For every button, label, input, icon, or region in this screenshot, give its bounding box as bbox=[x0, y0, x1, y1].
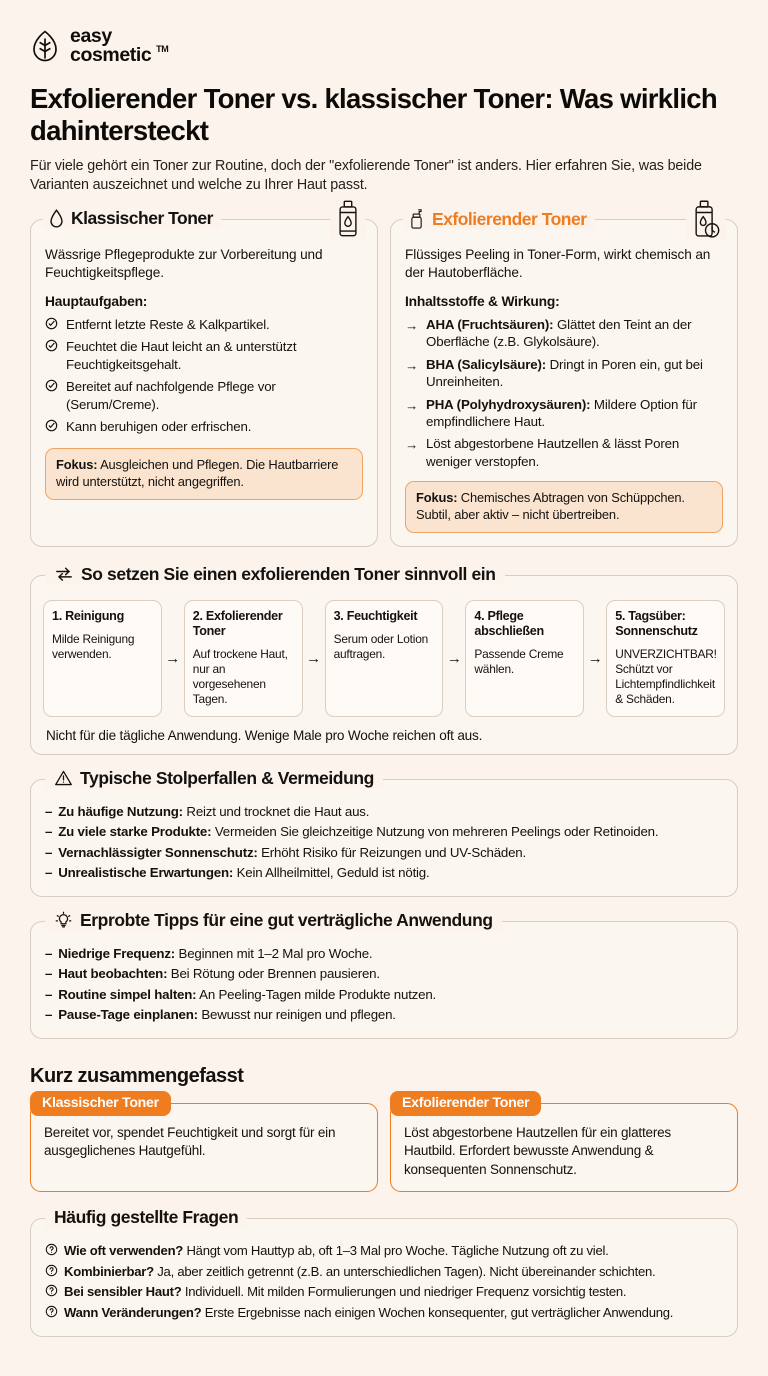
faq-question: Wann Veränderungen? bbox=[64, 1304, 202, 1320]
step-title: 1. Reinigung bbox=[52, 608, 124, 623]
question-circle-icon bbox=[45, 1263, 58, 1277]
list-item bbox=[405, 396, 723, 431]
tips-section-title bbox=[45, 910, 502, 931]
classic-toner-lead: Wässrige Pflegeprodukte zur Vorbereitung und Feuchtigkeitspflege. bbox=[45, 247, 323, 280]
routine-steps bbox=[43, 600, 725, 717]
tips-list bbox=[45, 945, 723, 1025]
step-desc: Auf trockene Haut, nur an vorgesehenen Tagen. bbox=[192, 646, 288, 706]
status-badge: Exfolierender Toner bbox=[390, 1091, 541, 1116]
list-item bbox=[45, 965, 723, 984]
list-item-text: Kann beruhigen oder erfrischen. bbox=[66, 419, 252, 435]
list-item bbox=[45, 418, 363, 435]
water-drop-icon bbox=[49, 208, 64, 229]
page-title: Exfolierender Toner vs. klassischer Toner: Was wirklich dahintersteckt bbox=[30, 83, 717, 146]
warning-triangle-icon bbox=[54, 769, 73, 787]
faq-question: Kombinierbar? bbox=[64, 1263, 154, 1279]
list-item bbox=[45, 803, 723, 822]
step-desc: Milde Reinigung verwenden. bbox=[52, 631, 135, 661]
exfoliating-toner-bullets bbox=[405, 316, 723, 470]
faq-answer: Erste Ergebnisse nach einigen Wochen konsequenter, gut verträglicher Anwendung. bbox=[201, 1304, 674, 1320]
faq-answer: Hängt vom Hauttyp ab, oft 1–3 Mal pro Woche. Tägliche Nutzung oft zu viel. bbox=[183, 1243, 609, 1259]
summary-card-text: Löst abgestorbene Hautzellen für ein glatteres Hautbild. Erfordert bewusste Anwendung & konsequenten Sonnenschutz. bbox=[404, 1124, 671, 1177]
leaf-icon bbox=[30, 29, 60, 63]
exfoliating-toner-card bbox=[390, 208, 738, 547]
list-item-bold: Niedrige Frequenz: bbox=[58, 945, 176, 961]
lightbulb-icon bbox=[54, 911, 73, 930]
pitfalls-list bbox=[45, 803, 723, 883]
tips-section-title-text: Erprobte Tipps für eine gut verträgliche Anwendung bbox=[80, 909, 493, 930]
step-arrow-icon: → bbox=[165, 649, 181, 667]
list-item-bold: Haut beobachten: bbox=[58, 966, 168, 982]
check-circle-icon bbox=[45, 418, 59, 432]
routine-note: Nicht für die tägliche Anwendung. Wenige Male pro Woche reichen oft aus. bbox=[46, 727, 483, 743]
list-item bbox=[45, 378, 363, 413]
step-title: 5. Tagsüber: Sonnenschutz bbox=[615, 608, 698, 638]
step-desc: Passende Creme wählen. bbox=[474, 646, 564, 676]
list-item bbox=[405, 356, 723, 391]
pump-bottle-icon bbox=[409, 208, 425, 230]
faq-answer: Individuell. Mit milden Formulierungen und niedriger Frequenz vorsichtig testen. bbox=[181, 1284, 627, 1300]
brand-line-2: cosmetic bbox=[70, 44, 152, 66]
exfoliating-toner-subhead: Inhaltsstoffe & Wirkung: bbox=[405, 294, 560, 309]
cycle-arrows-icon bbox=[54, 565, 74, 583]
faq-question: Bei sensibler Haut? bbox=[64, 1284, 182, 1300]
classic-toner-bullets bbox=[45, 316, 363, 435]
list-item bbox=[45, 986, 723, 1005]
list-item bbox=[45, 1263, 723, 1282]
list-item bbox=[45, 1283, 723, 1302]
list-item-text: Löst abgestorbene Hautzellen & lässt Poren weniger verstopfen. bbox=[426, 436, 680, 469]
list-item bbox=[45, 945, 723, 964]
list-item-text: Bewusst nur reinigen und pflegen. bbox=[197, 1007, 396, 1023]
list-item bbox=[45, 823, 723, 842]
dash-marker: – bbox=[45, 844, 53, 860]
classic-toner-subhead: Hauptaufgaben: bbox=[45, 294, 148, 309]
routine-step bbox=[465, 600, 584, 717]
list-item bbox=[45, 1006, 723, 1025]
summary-card-classic bbox=[30, 1094, 378, 1193]
dash-marker: – bbox=[45, 966, 53, 982]
faq-answer: Ja, aber zeitlich getrennt (z.B. an unterschiedlichen Tagen). Nicht übereinander schichten. bbox=[153, 1263, 656, 1279]
routine-section bbox=[30, 563, 738, 755]
exfoliating-toner-focus-box bbox=[405, 481, 723, 533]
bottle-with-clock-icon bbox=[686, 199, 726, 241]
faq-section-title bbox=[45, 1207, 247, 1228]
page-subtitle: Für viele gehört ein Toner zur Routine, doch der "exfolierende Toner" ist anders. Hier erfahren Sie, was beide Varianten auszeichnet und welche zu Ihrer Haut passt. bbox=[30, 158, 702, 193]
tips-section bbox=[30, 909, 738, 1039]
list-item-bold: AHA (Fruchtsäuren): bbox=[426, 317, 554, 332]
list-item-text: Bereitet auf nachfolgende Pflege vor (Serum/Creme). bbox=[66, 379, 276, 412]
faq-section bbox=[30, 1207, 738, 1337]
classic-toner-focus-box bbox=[45, 448, 363, 500]
classic-toner-card-title bbox=[43, 208, 221, 229]
summary-row bbox=[30, 1094, 738, 1193]
list-item-text: Reizt und trocknet die Haut aus. bbox=[182, 803, 370, 819]
routine-step bbox=[184, 600, 303, 717]
faq-section-title-text: Häufig gestellte Fragen bbox=[54, 1207, 239, 1228]
dash-marker: – bbox=[45, 803, 53, 819]
dash-marker: – bbox=[45, 865, 53, 881]
list-item bbox=[45, 1304, 723, 1323]
trademark-symbol: TM bbox=[156, 44, 169, 54]
brand-line-1: easy bbox=[70, 25, 112, 47]
list-item-text: Vermeiden Sie gleichzeitige Nutzung von mehreren Peelings oder Retinoiden. bbox=[211, 824, 659, 840]
list-item bbox=[45, 1242, 723, 1261]
summary-card-text: Bereitet vor, spendet Feuchtigkeit und sorgt für ein ausgeglichenes Hautgefühl. bbox=[44, 1124, 336, 1159]
brand-logo bbox=[30, 0, 738, 65]
classic-toner-title-text: Klassischer Toner bbox=[71, 208, 213, 228]
list-item bbox=[45, 864, 723, 883]
focus-label: Fokus: bbox=[56, 457, 98, 473]
step-arrow-icon: → bbox=[306, 649, 322, 667]
bottle-with-drop-icon bbox=[330, 199, 366, 239]
step-title: 2. Exfolierender Toner bbox=[192, 608, 283, 638]
routine-section-title-text: So setzen Sie einen exfolierenden Toner sinnvoll ein bbox=[81, 563, 496, 584]
exfoliating-toner-title-text: Exfolierender Toner bbox=[432, 208, 587, 229]
status-badge: Klassischer Toner bbox=[30, 1091, 171, 1116]
faq-question: Wie oft verwenden? bbox=[64, 1243, 184, 1259]
comparison-row bbox=[30, 208, 738, 547]
dash-marker: – bbox=[45, 1007, 53, 1023]
pitfalls-section bbox=[30, 767, 738, 897]
faq-list bbox=[45, 1242, 723, 1322]
pitfalls-section-title-text: Typische Stolperfallen & Vermeidung bbox=[80, 767, 374, 788]
list-item-text: Feuchtet die Haut leicht an & unterstützt Feuchtigkeitsgehalt. bbox=[66, 339, 297, 372]
dash-marker: – bbox=[45, 824, 53, 840]
list-item-text: Mildere Option für empfindlichere Haut. bbox=[426, 396, 697, 430]
brand-text bbox=[70, 25, 169, 66]
question-circle-icon bbox=[45, 1242, 58, 1256]
arrow-right-icon: → bbox=[405, 397, 419, 413]
step-title: 3. Feuchtigkeit bbox=[333, 608, 418, 623]
routine-step bbox=[43, 600, 162, 717]
list-item bbox=[45, 844, 723, 863]
step-desc: UNVERZICHTBAR! Schützt vor Lichtempfindlichkeit & Schäden. bbox=[615, 646, 717, 706]
exfoliating-toner-card-title bbox=[403, 208, 595, 230]
arrow-right-icon: → bbox=[405, 357, 419, 373]
focus-text: Ausgleichen und Pflegen. Die Hautbarriere wird unterstützt, nicht angegriffen. bbox=[56, 457, 339, 490]
routine-step bbox=[606, 600, 725, 717]
dash-marker: – bbox=[45, 986, 53, 1002]
routine-step bbox=[325, 600, 444, 717]
focus-label: Fokus: bbox=[416, 490, 458, 506]
list-item-bold: Unrealistische Erwartungen: bbox=[58, 865, 234, 881]
pitfalls-section-title bbox=[45, 768, 383, 789]
exfoliating-toner-lead: Flüssiges Peeling in Toner-Form, wirkt chemisch an der Hautoberfläche. bbox=[405, 247, 711, 280]
list-item-bold: PHA (Polyhydroxysäuren): bbox=[426, 396, 591, 412]
list-item-text: An Peeling-Tagen milde Produkte nutzen. bbox=[196, 986, 437, 1002]
arrow-right-icon: → bbox=[405, 318, 419, 333]
step-desc: Serum oder Lotion auftragen. bbox=[333, 631, 429, 661]
step-arrow-icon: → bbox=[446, 649, 462, 667]
list-item-bold: Routine simpel halten: bbox=[58, 986, 197, 1002]
list-item-bold: Pause-Tage einplanen: bbox=[58, 1007, 198, 1023]
classic-toner-card bbox=[30, 208, 378, 547]
list-item-bold: BHA (Salicylsäure): bbox=[426, 356, 547, 372]
list-item-bold: Zu häufige Nutzung: bbox=[58, 803, 183, 819]
question-circle-icon bbox=[45, 1304, 58, 1318]
list-item-bold: Vernachlässigter Sonnenschutz: bbox=[58, 844, 258, 860]
check-circle-icon bbox=[45, 338, 59, 352]
list-item bbox=[45, 316, 363, 333]
list-item bbox=[405, 316, 723, 351]
step-arrow-icon: → bbox=[587, 649, 603, 667]
check-circle-icon bbox=[45, 316, 59, 330]
list-item bbox=[405, 435, 723, 470]
list-item-text: Beginnen mit 1–2 Mal pro Woche. bbox=[175, 945, 373, 961]
list-item-text: Bei Rötung oder Brennen pausieren. bbox=[167, 966, 380, 982]
list-item-text: Entfernt letzte Reste & Kalkpartikel. bbox=[66, 317, 270, 332]
routine-section-title bbox=[45, 564, 505, 585]
summary-card-exfoliating bbox=[390, 1094, 738, 1193]
list-item-text: Kein Allheilmittel, Geduld ist nötig. bbox=[233, 865, 430, 881]
check-circle-icon bbox=[45, 378, 59, 392]
list-item-text: Erhöht Risiko für Reizungen und UV-Schäden. bbox=[257, 844, 527, 860]
list-item-bold: Zu viele starke Produkte: bbox=[58, 824, 212, 840]
list-item bbox=[45, 338, 363, 373]
list-item-text: Glättet den Teint an der Oberfläche (z.B. Glykolsäure). bbox=[426, 317, 692, 350]
question-circle-icon bbox=[45, 1283, 58, 1297]
focus-text: Chemisches Abtragen von Schüppchen. Subtil, aber aktiv – nicht übertreiben. bbox=[416, 490, 685, 523]
arrow-right-icon: → bbox=[405, 437, 419, 453]
list-item-text: Dringt in Poren ein, gut bei Unreinheiten. bbox=[426, 356, 703, 390]
summary-heading: Kurz zusammengefasst bbox=[30, 1064, 244, 1087]
dash-marker: – bbox=[45, 945, 53, 961]
step-title: 4. Pflege abschließen bbox=[474, 608, 544, 638]
